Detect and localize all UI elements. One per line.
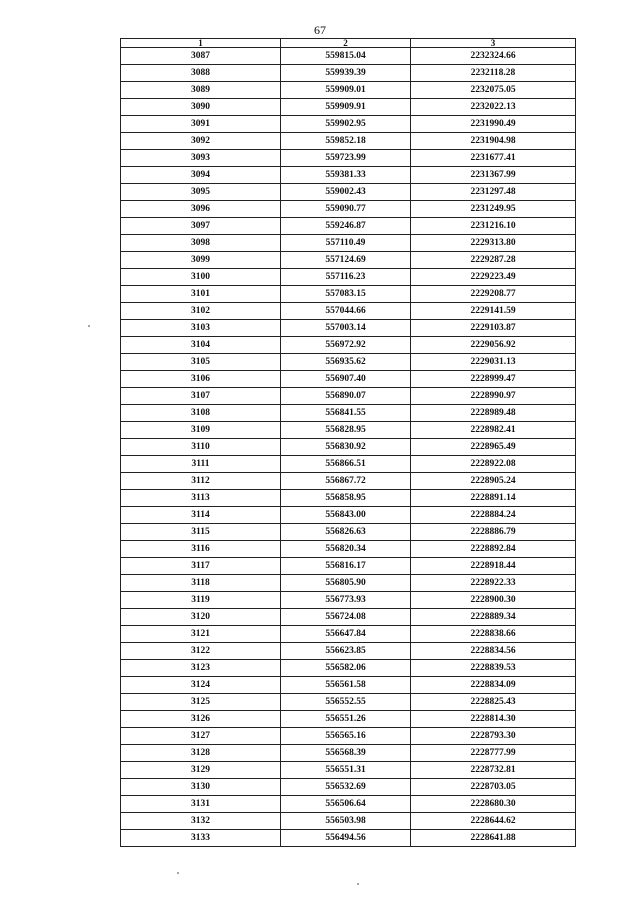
table-row — [121, 252, 576, 269]
coordinate-x-cell: 559815.04 — [281, 48, 411, 65]
point-number-cell: 3101 — [121, 286, 281, 303]
point-number-cell: 3130 — [121, 779, 281, 796]
coordinate-y-cell: 2228886.79 — [411, 524, 576, 541]
point-number-cell: 3124 — [121, 677, 281, 694]
coordinate-x-cell: 556568.39 — [281, 745, 411, 762]
coordinate-y-cell: 2228814.30 — [411, 711, 576, 728]
coordinate-x-cell: 556805.90 — [281, 575, 411, 592]
table-row — [121, 116, 576, 133]
coordinate-x-cell: 556561.58 — [281, 677, 411, 694]
table-row — [121, 133, 576, 150]
coordinate-y-cell: 2232118.28 — [411, 65, 576, 82]
coordinate-x-cell: 559381.33 — [281, 167, 411, 184]
coordinate-x-cell: 556582.06 — [281, 660, 411, 677]
coordinate-x-cell: 559902.95 — [281, 116, 411, 133]
coordinate-x-cell: 556503.98 — [281, 813, 411, 830]
table-row — [121, 303, 576, 320]
coordinate-x-cell: 559246.87 — [281, 218, 411, 235]
coordinate-x-cell: 557116.23 — [281, 269, 411, 286]
point-number-cell: 3091 — [121, 116, 281, 133]
coordinate-y-cell: 2228680.30 — [411, 796, 576, 813]
column-header-3: 3 — [411, 39, 576, 48]
point-number-cell: 3129 — [121, 762, 281, 779]
table-row — [121, 541, 576, 558]
point-number-cell: 3093 — [121, 150, 281, 167]
coordinate-x-cell: 559909.01 — [281, 82, 411, 99]
coordinate-x-cell: 556830.92 — [281, 439, 411, 456]
coordinate-y-cell: 2228905.24 — [411, 473, 576, 490]
table-row — [121, 728, 576, 745]
point-number-cell: 3108 — [121, 405, 281, 422]
table-row — [121, 405, 576, 422]
table-row — [121, 745, 576, 762]
point-number-cell: 3104 — [121, 337, 281, 354]
coordinate-y-cell: 2231249.95 — [411, 201, 576, 218]
coordinate-x-cell: 556724.08 — [281, 609, 411, 626]
coordinate-x-cell: 556647.84 — [281, 626, 411, 643]
coordinate-y-cell: 2232324.66 — [411, 48, 576, 65]
coordinate-y-cell: 2229141.59 — [411, 303, 576, 320]
point-number-cell: 3125 — [121, 694, 281, 711]
page-number: 67 — [314, 23, 326, 37]
coordinate-x-cell: 556816.17 — [281, 558, 411, 575]
coordinate-y-cell: 2229103.87 — [411, 320, 576, 337]
table-row — [121, 762, 576, 779]
point-number-cell: 3107 — [121, 388, 281, 405]
coordinate-x-cell: 559939.39 — [281, 65, 411, 82]
coordinate-y-cell: 2231367.99 — [411, 167, 576, 184]
coordinate-x-cell: 556907.40 — [281, 371, 411, 388]
point-number-cell: 3122 — [121, 643, 281, 660]
table-row — [121, 184, 576, 201]
coordinate-y-cell: 2231297.48 — [411, 184, 576, 201]
coordinate-x-cell: 556935.62 — [281, 354, 411, 371]
scan-speck — [177, 872, 179, 874]
point-number-cell: 3119 — [121, 592, 281, 609]
table-row — [121, 558, 576, 575]
coordinate-x-cell: 556494.56 — [281, 830, 411, 847]
coordinate-x-cell: 556843.00 — [281, 507, 411, 524]
table-row — [121, 48, 576, 65]
scan-speck — [357, 883, 359, 885]
table-row — [121, 439, 576, 456]
table-row — [121, 337, 576, 354]
table-row — [121, 660, 576, 677]
point-number-cell: 3092 — [121, 133, 281, 150]
coordinate-y-cell: 2229313.80 — [411, 235, 576, 252]
table-row — [121, 643, 576, 660]
point-number-cell: 3097 — [121, 218, 281, 235]
coordinate-y-cell: 2228892.84 — [411, 541, 576, 558]
table-row — [121, 371, 576, 388]
table-row — [121, 388, 576, 405]
coordinate-y-cell: 2231904.98 — [411, 133, 576, 150]
point-number-cell: 3087 — [121, 48, 281, 65]
point-number-cell: 3118 — [121, 575, 281, 592]
coordinate-y-cell: 2231990.49 — [411, 116, 576, 133]
table-row — [121, 82, 576, 99]
point-number-cell: 3095 — [121, 184, 281, 201]
coordinate-x-cell: 559909.91 — [281, 99, 411, 116]
coordinate-y-cell: 2228990.97 — [411, 388, 576, 405]
table-row — [121, 813, 576, 830]
point-number-cell: 3106 — [121, 371, 281, 388]
table-row — [121, 779, 576, 796]
point-number-cell: 3114 — [121, 507, 281, 524]
coordinate-x-cell: 559002.43 — [281, 184, 411, 201]
coordinate-x-cell: 556565.16 — [281, 728, 411, 745]
coordinate-x-cell: 559723.99 — [281, 150, 411, 167]
coordinate-x-cell: 556826.63 — [281, 524, 411, 541]
point-number-cell: 3131 — [121, 796, 281, 813]
coordinate-y-cell: 2228839.53 — [411, 660, 576, 677]
point-number-cell: 3116 — [121, 541, 281, 558]
coordinate-y-cell: 2228777.99 — [411, 745, 576, 762]
coordinate-y-cell: 2229031.13 — [411, 354, 576, 371]
point-number-cell: 3089 — [121, 82, 281, 99]
coordinate-x-cell: 557110.49 — [281, 235, 411, 252]
coordinate-x-cell: 556552.55 — [281, 694, 411, 711]
point-number-cell: 3112 — [121, 473, 281, 490]
point-number-cell: 3121 — [121, 626, 281, 643]
point-number-cell: 3105 — [121, 354, 281, 371]
table-row — [121, 524, 576, 541]
coordinate-y-cell: 2228922.33 — [411, 575, 576, 592]
coordinate-y-cell: 2229056.92 — [411, 337, 576, 354]
table-row — [121, 235, 576, 252]
point-number-cell: 3098 — [121, 235, 281, 252]
coordinate-y-cell: 2228889.34 — [411, 609, 576, 626]
point-number-cell: 3113 — [121, 490, 281, 507]
table-row — [121, 694, 576, 711]
column-header-1: 1 — [121, 39, 281, 48]
table-row — [121, 609, 576, 626]
coordinate-y-cell: 2228732.81 — [411, 762, 576, 779]
coordinate-y-cell: 2229208.77 — [411, 286, 576, 303]
coordinate-x-cell: 559090.77 — [281, 201, 411, 218]
coordinate-y-cell: 2228834.56 — [411, 643, 576, 660]
coordinate-x-cell: 556858.95 — [281, 490, 411, 507]
coordinate-x-cell: 556820.34 — [281, 541, 411, 558]
point-number-cell: 3120 — [121, 609, 281, 626]
coordinate-y-cell: 2228793.30 — [411, 728, 576, 745]
coordinate-y-cell: 2231216.10 — [411, 218, 576, 235]
table-row — [121, 456, 576, 473]
table-row — [121, 592, 576, 609]
point-number-cell: 3117 — [121, 558, 281, 575]
scan-speck — [88, 325, 90, 327]
table-row — [121, 320, 576, 337]
coordinate-x-cell: 557044.66 — [281, 303, 411, 320]
coordinate-y-cell: 2228989.48 — [411, 405, 576, 422]
table-row — [121, 677, 576, 694]
coordinate-x-cell: 557124.69 — [281, 252, 411, 269]
table-row — [121, 830, 576, 847]
coordinate-y-cell: 2232022.13 — [411, 99, 576, 116]
table-row — [121, 711, 576, 728]
point-number-cell: 3099 — [121, 252, 281, 269]
coordinate-y-cell: 2231677.41 — [411, 150, 576, 167]
coordinates-table — [120, 38, 576, 847]
table-row — [121, 150, 576, 167]
point-number-cell: 3128 — [121, 745, 281, 762]
coordinate-x-cell: 556551.31 — [281, 762, 411, 779]
point-number-cell: 3123 — [121, 660, 281, 677]
point-number-cell: 3090 — [121, 99, 281, 116]
point-number-cell: 3110 — [121, 439, 281, 456]
coordinate-x-cell: 556773.93 — [281, 592, 411, 609]
table-row — [121, 473, 576, 490]
point-number-cell: 3115 — [121, 524, 281, 541]
table-row — [121, 422, 576, 439]
point-number-cell: 3096 — [121, 201, 281, 218]
coordinate-y-cell: 2228982.41 — [411, 422, 576, 439]
table-row — [121, 796, 576, 813]
coordinate-y-cell: 2228918.44 — [411, 558, 576, 575]
point-number-cell: 3111 — [121, 456, 281, 473]
table-header-row — [121, 39, 576, 48]
coordinate-y-cell: 2228834.09 — [411, 677, 576, 694]
coordinate-y-cell: 2228884.24 — [411, 507, 576, 524]
point-number-cell: 3133 — [121, 830, 281, 847]
coordinate-x-cell: 556551.26 — [281, 711, 411, 728]
coordinate-y-cell: 2228644.62 — [411, 813, 576, 830]
coordinate-y-cell: 2228900.30 — [411, 592, 576, 609]
table-row — [121, 575, 576, 592]
coordinate-x-cell: 556866.51 — [281, 456, 411, 473]
table-row — [121, 354, 576, 371]
coordinate-y-cell: 2228965.49 — [411, 439, 576, 456]
column-header-2: 2 — [281, 39, 411, 48]
coordinate-y-cell: 2228703.05 — [411, 779, 576, 796]
point-number-cell: 3088 — [121, 65, 281, 82]
point-number-cell: 3094 — [121, 167, 281, 184]
coordinate-y-cell: 2229287.28 — [411, 252, 576, 269]
point-number-cell: 3109 — [121, 422, 281, 439]
coordinate-x-cell: 556532.69 — [281, 779, 411, 796]
coordinate-x-cell: 556828.95 — [281, 422, 411, 439]
coordinate-y-cell: 2229223.49 — [411, 269, 576, 286]
point-number-cell: 3102 — [121, 303, 281, 320]
coordinate-y-cell: 2228825.43 — [411, 694, 576, 711]
table-row — [121, 167, 576, 184]
coordinate-x-cell: 557083.15 — [281, 286, 411, 303]
table-row — [121, 218, 576, 235]
coordinate-x-cell: 556506.64 — [281, 796, 411, 813]
table-row — [121, 201, 576, 218]
table-row — [121, 65, 576, 82]
coordinate-y-cell: 2228999.47 — [411, 371, 576, 388]
table-row — [121, 490, 576, 507]
coordinate-x-cell: 556972.92 — [281, 337, 411, 354]
point-number-cell: 3126 — [121, 711, 281, 728]
coordinate-x-cell: 557003.14 — [281, 320, 411, 337]
point-number-cell: 3132 — [121, 813, 281, 830]
coordinate-y-cell: 2228922.08 — [411, 456, 576, 473]
table-row — [121, 626, 576, 643]
table-row — [121, 99, 576, 116]
coordinate-x-cell: 556841.55 — [281, 405, 411, 422]
coordinate-y-cell: 2232075.05 — [411, 82, 576, 99]
table-body — [121, 48, 576, 847]
point-number-cell: 3103 — [121, 320, 281, 337]
point-number-cell: 3100 — [121, 269, 281, 286]
coordinate-y-cell: 2228891.14 — [411, 490, 576, 507]
coordinate-x-cell: 556867.72 — [281, 473, 411, 490]
coordinate-x-cell: 556890.07 — [281, 388, 411, 405]
coordinate-x-cell: 559852.18 — [281, 133, 411, 150]
table-row — [121, 286, 576, 303]
point-number-cell: 3127 — [121, 728, 281, 745]
table-row — [121, 269, 576, 286]
coordinate-y-cell: 2228641.88 — [411, 830, 576, 847]
coordinate-x-cell: 556623.85 — [281, 643, 411, 660]
coordinate-y-cell: 2228838.66 — [411, 626, 576, 643]
table-row — [121, 507, 576, 524]
